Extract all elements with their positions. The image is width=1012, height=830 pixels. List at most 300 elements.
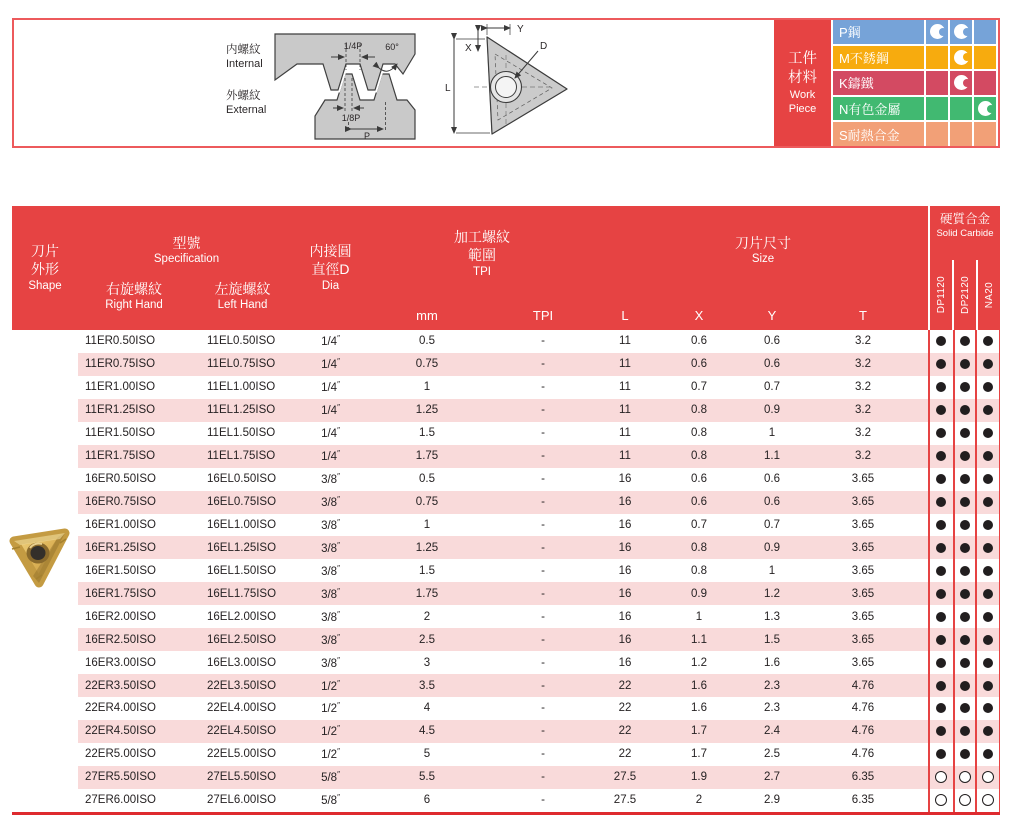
grade-cell <box>953 428 976 438</box>
left-hand-spec: 11EL0.75ISO <box>207 358 276 371</box>
l-value: 16 <box>618 633 632 646</box>
grade-cell <box>928 336 953 346</box>
l-value: 11 <box>619 427 631 440</box>
grade-open-circle-icon <box>935 771 947 783</box>
left-hand-spec: 16EL1.00ISO <box>207 518 277 531</box>
left-hand-spec: 11EL0.50ISO <box>207 335 276 348</box>
range-header-zh: 加工螺紋 <box>454 229 510 245</box>
t-value: 3.65 <box>851 541 875 554</box>
table-row <box>78 468 1000 491</box>
grade-cell <box>953 566 976 576</box>
workpiece-title <box>774 20 831 146</box>
table-row <box>78 674 1000 697</box>
material-label: N有色金屬 <box>839 102 901 118</box>
mm-value: 2 <box>423 610 431 623</box>
mm-value: 3.5 <box>419 679 435 692</box>
subcol-header-tpi: TPI <box>532 308 554 323</box>
grade-filled-dot-icon <box>983 589 993 599</box>
left-hand-header-zh: 左旋螺紋 <box>214 281 271 297</box>
spec-table-body <box>12 330 1000 812</box>
mm-value: 0.5 <box>419 335 435 348</box>
grade-cell <box>928 405 953 415</box>
l-value: 16 <box>618 564 632 577</box>
grade-cell <box>976 589 1000 599</box>
grade-filled-dot-icon <box>983 405 993 415</box>
y-value: 1 <box>768 427 776 440</box>
grade-cell <box>953 703 976 713</box>
grade-filled-dot-icon <box>936 497 946 507</box>
dia-value: 3/8″ <box>321 472 340 487</box>
grade-filled-dot-icon <box>983 749 993 759</box>
grade-suitability-cell <box>972 71 996 95</box>
grade-filled-dot-icon <box>983 543 993 553</box>
grade-cell <box>976 543 1000 553</box>
y-value: 1.1 <box>764 450 780 463</box>
dim-l: L <box>445 83 451 94</box>
grade-filled-dot-icon <box>983 681 993 691</box>
right-hand-header-zh: 右旋螺紋 <box>106 281 162 297</box>
material-label: K鑄鐵 <box>839 76 874 92</box>
t-value: 6.35 <box>851 771 875 784</box>
grade-filled-dot-icon <box>983 428 993 438</box>
t-value: 4.76 <box>851 702 875 715</box>
left-hand-spec: 11EL1.25ISO <box>207 404 276 417</box>
material-label: S耐熱合金 <box>839 127 900 143</box>
x-value: 1.7 <box>691 748 707 761</box>
y-value: 2.5 <box>764 748 780 761</box>
y-value: 1.2 <box>764 587 780 600</box>
t-value: 3.65 <box>851 473 875 486</box>
grade-cell <box>953 382 976 392</box>
grade-open-circle-icon <box>982 771 994 783</box>
grade-filled-dot-icon <box>936 566 946 576</box>
t-value: 4.76 <box>851 748 875 761</box>
right-hand-spec: 16ER0.75ISO <box>85 496 156 509</box>
dia-value: 3/8″ <box>321 632 340 647</box>
grade-cell <box>928 543 953 553</box>
tpi-value: - <box>541 404 545 417</box>
grade-suitability-cell <box>924 122 948 146</box>
size-header-en: Size <box>751 253 775 266</box>
left-hand-spec: 16EL3.00ISO <box>207 656 277 669</box>
left-hand-spec: 22EL4.00ISO <box>207 702 277 715</box>
grade-filled-dot-icon <box>983 726 993 736</box>
grade-filled-dot-icon <box>936 658 946 668</box>
tpi-value: - <box>541 702 545 715</box>
tpi-value: - <box>541 473 545 486</box>
grade-cell <box>928 382 953 392</box>
mm-value: 6 <box>423 794 431 807</box>
diagram-panel <box>12 18 1000 148</box>
grade-cell <box>928 589 953 599</box>
suitability-mark-icon <box>954 50 969 65</box>
grade-cell <box>976 681 1000 691</box>
col-header-solid-carbide <box>928 206 1000 330</box>
grade-filled-dot-icon <box>936 635 946 645</box>
grade-filled-dot-icon <box>936 451 946 461</box>
subcol-header-mm: mm <box>416 308 438 323</box>
grade-filled-dot-icon <box>936 336 946 346</box>
grade-cell <box>953 612 976 622</box>
tpi-value: - <box>541 381 545 394</box>
tpi-value: - <box>541 610 545 623</box>
tpi-value: - <box>541 496 545 509</box>
l-value: 22 <box>618 679 632 692</box>
grade-cell <box>976 336 1000 346</box>
table-bottom-rule <box>12 812 1000 815</box>
dia-header-en: Dia <box>321 279 340 292</box>
grade-suitability-cell <box>924 20 948 44</box>
grade-suitability-cell <box>924 71 948 95</box>
grade-cell <box>928 658 953 668</box>
dia-value: 1/4″ <box>321 403 340 418</box>
tpi-value: - <box>541 725 545 738</box>
t-value: 3.65 <box>851 496 875 509</box>
grade-filled-dot-icon <box>983 612 993 622</box>
left-hand-spec: 27EL6.00ISO <box>207 794 277 807</box>
thread-profile-diagram <box>267 24 419 144</box>
table-row <box>78 789 1000 812</box>
l-value: 11 <box>619 358 631 371</box>
grade-cell <box>953 726 976 736</box>
grade-filled-dot-icon <box>936 589 946 599</box>
grade-filled-dot-icon <box>960 451 970 461</box>
grade-filled-dot-icon <box>983 336 993 346</box>
t-value: 3.65 <box>851 564 875 577</box>
left-hand-spec: 16EL2.50ISO <box>207 633 277 646</box>
grade-cell <box>928 771 953 783</box>
grade-filled-dot-icon <box>983 359 993 369</box>
grade-cell <box>928 726 953 736</box>
grade-filled-dot-icon <box>936 726 946 736</box>
grade-cell <box>976 658 1000 668</box>
workpiece-title-zh: 材料 <box>788 69 817 86</box>
grade-dp1120: DP1120 <box>935 276 947 314</box>
mm-value: 2.5 <box>419 633 435 646</box>
l-value: 27.5 <box>613 794 637 807</box>
left-hand-spec: 27EL5.50ISO <box>207 771 277 784</box>
grade-dp2120: DP2120 <box>959 276 971 314</box>
left-hand-spec: 16EL2.00ISO <box>207 610 277 623</box>
suitability-mark-icon <box>954 75 969 90</box>
right-hand-spec: 11ER0.75ISO <box>85 358 156 371</box>
dim-angle: 60° <box>385 42 399 52</box>
t-value: 3.2 <box>855 450 871 463</box>
x-value: 0.9 <box>691 587 707 600</box>
t-value: 3.2 <box>855 404 871 417</box>
grade-filled-dot-icon <box>983 474 993 484</box>
right-hand-spec: 16ER1.75ISO <box>85 587 156 600</box>
dim-d: D <box>540 41 548 52</box>
tpi-value: - <box>541 564 545 577</box>
x-value: 0.6 <box>691 335 707 348</box>
grade-column-header <box>976 260 1000 330</box>
workpiece-material-row <box>833 20 996 44</box>
range-header-en: TPI <box>473 265 491 278</box>
grade-cell <box>953 543 976 553</box>
l-value: 11 <box>619 381 631 394</box>
grade-open-circle-icon <box>959 771 971 783</box>
subcol-header-x: X <box>694 308 704 323</box>
carbide-title <box>930 206 1000 240</box>
internal-thread-label-zh: 内螺紋 <box>226 44 261 56</box>
t-value: 3.65 <box>851 610 875 623</box>
grade-column-separator <box>953 330 955 812</box>
left-hand-spec: 11EL1.50ISO <box>207 427 276 440</box>
mm-value: 5 <box>423 748 431 761</box>
grade-filled-dot-icon <box>960 658 970 668</box>
grade-suitability-cell <box>924 97 948 121</box>
grade-cell <box>976 635 1000 645</box>
grade-cell <box>928 681 953 691</box>
workpiece-title-en: Piece <box>788 102 817 115</box>
t-value: 3.65 <box>851 633 875 646</box>
grade-cell <box>953 497 976 507</box>
col-header-dia <box>295 206 366 330</box>
grade-filled-dot-icon <box>960 382 970 392</box>
right-hand-spec: 16ER2.50ISO <box>85 633 156 646</box>
y-value: 0.6 <box>764 473 780 486</box>
spec-table-header <box>12 206 1000 330</box>
x-value: 0.8 <box>691 404 707 417</box>
grade-filled-dot-icon <box>960 681 970 691</box>
grade-filled-dot-icon <box>960 497 970 507</box>
grade-column-separator <box>999 330 1001 812</box>
grade-cell <box>953 359 976 369</box>
grade-cell <box>953 405 976 415</box>
table-row <box>78 353 1000 376</box>
dia-value: 1/4″ <box>321 357 340 372</box>
dim-quarter-p: 1/4P <box>343 41 363 51</box>
grade-filled-dot-icon <box>983 703 993 713</box>
grade-cell <box>953 771 976 783</box>
workpiece-title-en: Work <box>789 88 816 101</box>
left-hand-spec: 22EL3.50ISO <box>207 679 277 692</box>
col-header-size <box>598 234 928 268</box>
right-hand-spec: 16ER3.00ISO <box>85 656 156 669</box>
y-value: 0.6 <box>764 335 780 348</box>
internal-thread-label-en: Internal <box>226 57 263 70</box>
table-row <box>78 743 1000 766</box>
x-value: 0.8 <box>691 450 707 463</box>
right-hand-spec: 16ER1.00ISO <box>85 518 156 531</box>
grade-suitability-cell <box>972 46 996 70</box>
tpi-value: - <box>541 541 545 554</box>
grade-na20: NA20 <box>983 281 995 309</box>
grade-filled-dot-icon <box>960 428 970 438</box>
dia-value: 3/8″ <box>321 609 340 624</box>
tpi-value: - <box>541 656 545 669</box>
grade-cell <box>928 497 953 507</box>
mm-value: 4.5 <box>419 725 435 738</box>
mm-value: 0.5 <box>419 473 435 486</box>
grade-suitability-cell <box>948 71 972 95</box>
grade-filled-dot-icon <box>983 520 993 530</box>
grade-filled-dot-icon <box>960 635 970 645</box>
dia-value: 3/8″ <box>321 540 340 555</box>
x-value: 0.8 <box>691 541 707 554</box>
table-row <box>78 422 1000 445</box>
tpi-value: - <box>541 358 545 371</box>
grade-filled-dot-icon <box>960 543 970 553</box>
workpiece-material-row <box>833 71 996 95</box>
grade-filled-dot-icon <box>936 520 946 530</box>
x-value: 1.6 <box>691 679 707 692</box>
right-hand-spec: 22ER4.50ISO <box>85 725 156 738</box>
y-value: 0.7 <box>764 518 780 531</box>
workpiece-material-panel <box>774 20 996 146</box>
grade-filled-dot-icon <box>960 612 970 622</box>
grade-cell <box>976 428 1000 438</box>
y-value: 2.4 <box>764 725 780 738</box>
t-value: 4.76 <box>851 725 875 738</box>
dia-value: 1/2″ <box>321 724 340 739</box>
table-row <box>78 697 1000 720</box>
grade-filled-dot-icon <box>960 336 970 346</box>
t-value: 3.2 <box>855 358 871 371</box>
l-value: 11 <box>619 335 631 348</box>
grade-cell <box>928 794 953 806</box>
mm-value: 1 <box>423 518 431 531</box>
tpi-value: - <box>541 794 545 807</box>
table-row <box>78 720 1000 743</box>
l-value: 16 <box>618 656 632 669</box>
table-row <box>78 605 1000 628</box>
subcol-header-t: T <box>859 308 867 323</box>
l-value: 16 <box>618 610 632 623</box>
l-value: 11 <box>619 404 631 417</box>
y-value: 0.7 <box>764 381 780 394</box>
l-value: 27.5 <box>613 771 637 784</box>
right-hand-spec: 27ER6.00ISO <box>85 794 156 807</box>
grade-filled-dot-icon <box>983 497 993 507</box>
dim-x: X <box>465 43 472 54</box>
grade-suitability-cell <box>948 97 972 121</box>
external-thread-label-en: External <box>226 103 267 116</box>
insert-photo <box>8 521 72 597</box>
l-value: 22 <box>618 725 632 738</box>
table-row <box>78 536 1000 559</box>
x-value: 2 <box>695 794 703 807</box>
grade-filled-dot-icon <box>936 428 946 438</box>
grade-cell <box>928 474 953 484</box>
grade-cell <box>928 451 953 461</box>
mm-value: 1.25 <box>415 404 439 417</box>
grade-filled-dot-icon <box>960 405 970 415</box>
grade-open-circle-icon <box>982 794 994 806</box>
dia-value: 5/8″ <box>321 770 340 785</box>
right-hand-spec: 16ER0.50ISO <box>85 473 156 486</box>
x-value: 1.2 <box>691 656 707 669</box>
grade-cell <box>976 451 1000 461</box>
x-value: 0.8 <box>691 564 707 577</box>
workpiece-material-rows <box>831 20 996 146</box>
grade-cell <box>928 428 953 438</box>
left-hand-spec: 11EL1.00ISO <box>207 381 276 394</box>
y-value: 2.3 <box>764 702 780 715</box>
carbide-title-en: Solid Carbide <box>936 227 994 239</box>
left-hand-spec: 16EL1.75ISO <box>207 587 277 600</box>
grade-filled-dot-icon <box>936 543 946 553</box>
grade-cell <box>928 612 953 622</box>
y-value: 0.9 <box>764 404 780 417</box>
grade-cell <box>953 635 976 645</box>
l-value: 16 <box>618 541 632 554</box>
spec-header-en: Specification <box>153 253 220 266</box>
x-value: 1.7 <box>691 725 707 738</box>
dia-header-zh: 内接圓 <box>309 242 352 259</box>
right-hand-header-en: Right Hand <box>105 299 163 312</box>
col-header-left-hand <box>190 280 295 314</box>
x-value: 0.7 <box>691 381 707 394</box>
x-value: 1.9 <box>691 771 707 784</box>
right-hand-spec: 22ER4.00ISO <box>85 702 156 715</box>
mm-value: 1.5 <box>419 564 435 577</box>
material-label: P鋼 <box>839 25 861 41</box>
t-value: 3.65 <box>851 656 875 669</box>
grade-filled-dot-icon <box>983 382 993 392</box>
dia-value: 3/8″ <box>321 495 340 510</box>
grade-cell <box>976 474 1000 484</box>
carbide-title-zh: 硬質合金 <box>939 212 990 226</box>
tpi-value: - <box>541 633 545 646</box>
y-value: 1.6 <box>764 656 780 669</box>
table-row <box>78 628 1000 651</box>
col-header-specification <box>78 234 295 268</box>
mm-value: 4 <box>423 702 431 715</box>
col-header-thread-range <box>366 228 598 280</box>
grade-cell <box>953 794 976 806</box>
right-hand-spec: 16ER1.25ISO <box>85 541 156 554</box>
shape-header-zh: 刀片 <box>31 242 59 259</box>
l-value: 22 <box>618 748 632 761</box>
grade-suitability-cell <box>924 46 948 70</box>
grade-filled-dot-icon <box>936 749 946 759</box>
t-value: 3.2 <box>855 381 871 394</box>
grade-filled-dot-icon <box>936 474 946 484</box>
grade-cell <box>928 566 953 576</box>
y-value: 0.6 <box>764 358 780 371</box>
left-hand-spec: 16EL1.25ISO <box>207 541 277 554</box>
mm-value: 0.75 <box>415 358 439 371</box>
left-hand-spec: 11EL1.75ISO <box>207 450 276 463</box>
tpi-value: - <box>541 518 545 531</box>
grade-cell <box>953 589 976 599</box>
carbide-grade-columns <box>930 260 1000 330</box>
grade-filled-dot-icon <box>960 566 970 576</box>
x-value: 1 <box>695 610 703 623</box>
mm-value: 3 <box>423 656 431 669</box>
l-value: 16 <box>618 518 632 531</box>
table-row <box>78 766 1000 789</box>
grade-suitability-cell <box>972 97 996 121</box>
tpi-value: - <box>541 679 545 692</box>
shape-header-en: Shape <box>28 279 62 292</box>
tpi-value: - <box>541 771 545 784</box>
y-value: 2.7 <box>764 771 780 784</box>
grade-cell <box>976 726 1000 736</box>
grade-filled-dot-icon <box>936 359 946 369</box>
grade-filled-dot-icon <box>960 520 970 530</box>
t-value: 3.2 <box>855 335 871 348</box>
grade-cell <box>953 474 976 484</box>
grade-cell <box>976 566 1000 576</box>
workpiece-title-zh: 工件 <box>788 50 817 67</box>
x-value: 0.6 <box>691 496 707 509</box>
x-value: 1.1 <box>691 633 707 646</box>
right-hand-spec: 11ER1.50ISO <box>85 427 156 440</box>
t-value: 3.65 <box>851 587 875 600</box>
